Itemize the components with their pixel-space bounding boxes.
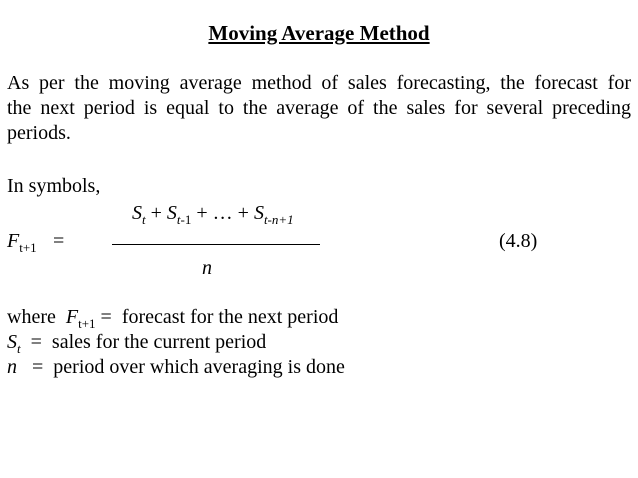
definition-n: [7, 356, 345, 379]
numerator-plus-1: +: [145, 202, 167, 224]
definition-f-equals: =: [95, 306, 122, 328]
numerator-s-t-n-1: S: [253, 202, 264, 224]
symbols-label: In symbols,: [7, 175, 101, 197]
definition-n-desc: period over which averaging is done: [53, 356, 345, 378]
fraction-bar: [112, 244, 320, 245]
intro-line-1: As per the moving average method of sales forecasting, the forecast for: [7, 72, 631, 94]
definition-n-equals: =: [17, 356, 54, 378]
definition-s: [7, 331, 266, 354]
definition-f-var: F: [65, 306, 79, 328]
numerator-s-t-1-subscript: t-1: [176, 212, 192, 227]
equation-number: (4.8): [499, 230, 538, 252]
page-title: Moving Average Method: [208, 21, 430, 45]
lhs-f-subscript: t+1: [19, 240, 37, 255]
intro-paragraph: [7, 71, 631, 146]
definition-s-equals: =: [20, 331, 52, 353]
numerator-s-t: S: [132, 202, 142, 224]
numerator-plus-2: + … +: [191, 202, 254, 224]
definition-s-desc: sales for the current period: [51, 331, 267, 353]
definition-s-var: S: [7, 331, 17, 353]
definition-f: [7, 306, 338, 329]
numerator-s-t-1: S: [166, 202, 177, 224]
numerator-s-t-subscript: t: [142, 212, 146, 227]
numerator-s-t-n-1-subscript: t-n+1: [263, 212, 294, 227]
formula-numerator: [132, 202, 294, 225]
formula-denominator: n: [202, 257, 212, 279]
formula-equals: =: [53, 230, 65, 252]
formula-lhs: [7, 230, 37, 253]
definition-f-desc: forecast for the next period: [121, 306, 339, 328]
intro-line-3: periods.: [7, 122, 71, 144]
where-word: where: [7, 306, 56, 328]
lhs-f: F: [7, 230, 20, 252]
intro-line-2: the next period is equal to the average of the sales for several preceding: [7, 97, 631, 119]
definition-f-subscript: t+1: [78, 316, 96, 331]
definition-s-subscript: t: [17, 341, 21, 356]
definition-n-var: n: [7, 356, 17, 378]
